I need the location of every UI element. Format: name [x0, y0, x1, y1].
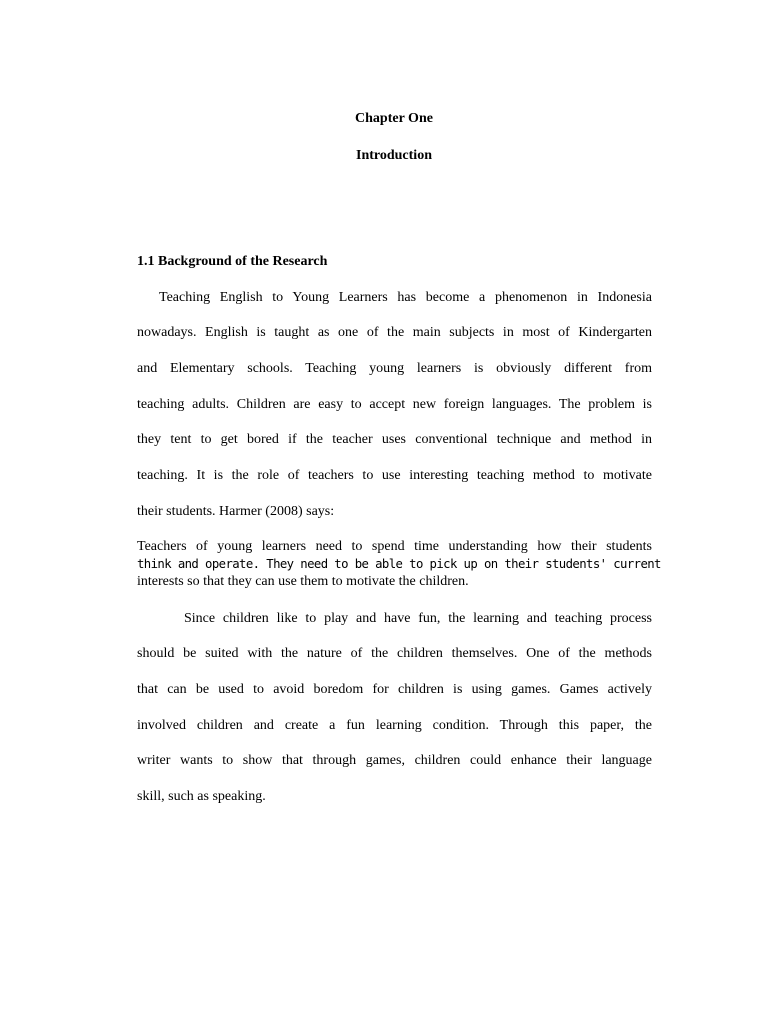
quote-line: Teachers of young learners need to spend time understanding how their students: [137, 539, 652, 554]
paragraph-2-line: Since children like to play and have fun, the learning and teaching process: [184, 611, 652, 626]
paragraph-1-line: they tent to get bored if the teacher uses conventional technique and method in: [137, 432, 652, 447]
quote-line: think and operate. They need to be able to pick up on their students' current: [137, 557, 661, 571]
paragraph-1-line: nowadays. English is taught as one of the main subjects in most of Kindergarten: [137, 325, 652, 340]
paragraph-1-line: teaching. It is the role of teachers to use interesting teaching method to motivate: [137, 468, 652, 483]
paragraph-2-line: skill, such as speaking.: [137, 789, 266, 804]
paragraph-2-line: that can be used to avoid boredom for children is using games. Games actively: [137, 682, 652, 697]
chapter-label: Chapter One: [355, 111, 433, 126]
paragraph-2-line: should be suited with the nature of the children themselves. One of the methods: [137, 646, 652, 661]
paragraph-1-line: and Elementary schools. Teaching young learners is obviously different from: [137, 361, 652, 376]
paragraph-1-line: teaching adults. Children are easy to accept new foreign languages. The problem is: [137, 397, 652, 412]
section-heading: 1.1 Background of the Research: [137, 254, 328, 269]
paragraph-2-line: writer wants to show that through games, children could enhance their language: [137, 753, 652, 768]
chapter-title: Introduction: [356, 148, 432, 163]
paragraph-1-line: their students. Harmer (2008) says:: [137, 504, 335, 519]
paragraph-2-line: involved children and create a fun learning condition. Through this paper, the: [137, 718, 652, 733]
paragraph-1-line: Teaching English to Young Learners has become a phenomenon in Indonesia: [159, 290, 652, 305]
quote-line: interests so that they can use them to motivate the children.: [137, 574, 469, 589]
